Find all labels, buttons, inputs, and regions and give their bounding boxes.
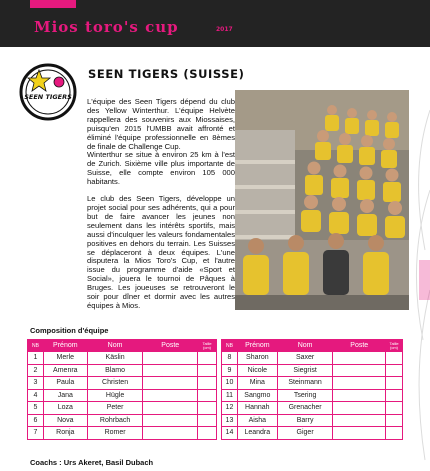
paragraph-2: Winterthur se situe à environ 25 km à l'est de Zurich. Sixième ville plus importante de Suisse, elle compte environ 105 000 habitants.	[87, 150, 235, 187]
table-row	[222, 414, 403, 427]
roster-table-right	[221, 339, 403, 440]
nb-cell: 3	[28, 377, 44, 390]
poste-cell	[143, 364, 198, 377]
prenom-cell: Leandra	[237, 427, 277, 440]
header-bar	[0, 0, 430, 47]
table-row	[222, 352, 403, 365]
taille-cell	[198, 389, 217, 402]
header-nb: NB	[222, 340, 238, 352]
taille-cell	[386, 427, 403, 440]
taille-cell	[386, 377, 403, 390]
taille-cell	[386, 352, 403, 365]
header-poste: Poste	[333, 340, 386, 352]
nb-cell: 6	[28, 414, 44, 427]
prenom-cell: Nova	[43, 414, 87, 427]
table-row	[28, 402, 217, 415]
table-row	[222, 389, 403, 402]
prenom-cell: Hannah	[237, 402, 277, 415]
paragraph-3: Le club des Seen Tigers, développe un projet social pour ses adhérents, qui a pour but de faire avancer les jeunes non seulement dans les intérêts sportifs, mais aussi d'inculquer les valeurs fondamentales positives en dehors du terrain. Les Suisses se déplaceront à deux équipes. L'une disputera la Mios Toro's Cup, et l'autre issue du programme d'aide «Sport et Social», jouera le tournoi de Pâques à Bruges. Les joueuses se retrouveront le soir pour dîner et dormir avec les autres équipes à Mios.	[87, 194, 235, 310]
table-row	[28, 427, 217, 440]
nom-cell: Christen	[87, 377, 143, 390]
table-row	[28, 352, 217, 365]
taille-cell	[198, 352, 217, 365]
nom-cell: Tsering	[277, 389, 333, 402]
header-prenom: Prénom	[237, 340, 277, 352]
nom-cell: Barry	[277, 414, 333, 427]
event-year: 2017	[216, 26, 233, 33]
prenom-cell: Aisha	[237, 414, 277, 427]
header-nom: Nom	[87, 340, 143, 352]
poste-cell	[143, 402, 198, 415]
nom-cell: Hügle	[87, 389, 143, 402]
table-row	[28, 414, 217, 427]
nom-cell: Käslin	[87, 352, 143, 365]
nb-cell: 10	[222, 377, 238, 390]
header-nb: NB	[28, 340, 44, 352]
table-row	[222, 402, 403, 415]
nom-cell: Rohrbach	[87, 414, 143, 427]
team-photo	[235, 90, 409, 310]
poste-cell	[333, 364, 386, 377]
event-title: Mios toro's cup	[34, 18, 179, 36]
header-taille: Taille (cm)	[198, 340, 217, 352]
prenom-cell: Jana	[43, 389, 87, 402]
nb-cell: 12	[222, 402, 238, 415]
prenom-cell: Amenra	[43, 364, 87, 377]
nb-cell: 2	[28, 364, 44, 377]
table-row	[222, 364, 403, 377]
coaches-line: Coachs : Urs Akeret, Basil Dubach	[30, 458, 154, 467]
taille-cell	[198, 377, 217, 390]
poste-cell	[143, 414, 198, 427]
poste-cell	[333, 389, 386, 402]
prenom-cell: Mina	[237, 377, 277, 390]
nom-cell: Blamo	[87, 364, 143, 377]
nom-cell: Romer	[87, 427, 143, 440]
poste-cell	[143, 352, 198, 365]
header-prenom: Prénom	[43, 340, 87, 352]
prenom-cell: Merle	[43, 352, 87, 365]
nb-cell: 4	[28, 389, 44, 402]
nb-cell: 1	[28, 352, 44, 365]
table-row	[222, 377, 403, 390]
ball-icon	[54, 77, 64, 87]
nb-cell: 8	[222, 352, 238, 365]
table-row	[28, 389, 217, 402]
table-row	[222, 427, 403, 440]
nb-cell: 11	[222, 389, 238, 402]
header-taille: Taille (cm)	[386, 340, 403, 352]
taille-cell	[198, 414, 217, 427]
header-accent	[30, 0, 76, 8]
header-poste: Poste	[143, 340, 198, 352]
prenom-cell: Sharon	[237, 352, 277, 365]
nb-cell: 9	[222, 364, 238, 377]
nb-cell: 13	[222, 414, 238, 427]
taille-cell	[198, 427, 217, 440]
poste-cell	[333, 427, 386, 440]
roster-table-left	[27, 339, 217, 440]
nom-cell: Peter	[87, 402, 143, 415]
taille-cell	[386, 364, 403, 377]
poste-cell	[143, 389, 198, 402]
poste-cell	[333, 352, 386, 365]
table-row	[28, 377, 217, 390]
poste-cell	[333, 402, 386, 415]
article-text	[87, 98, 235, 319]
nom-cell: Grenacher	[277, 402, 333, 415]
taille-cell	[386, 414, 403, 427]
taille-cell	[386, 389, 403, 402]
nom-cell: Saxer	[277, 352, 333, 365]
taille-cell	[198, 364, 217, 377]
composition-label: Composition d'équipe	[30, 326, 109, 335]
taille-cell	[386, 402, 403, 415]
nom-cell: Siegrist	[277, 364, 333, 377]
nom-cell: Giger	[277, 427, 333, 440]
paragraph-1: L'équipe des Seen Tigers dépend du club des Yellow Winterthur. L'équipe Helvète rappellera des souvenirs aux Miossaises, puisqu'en 2015 l'UMBB avait affronté et éliminé l'équipe professionnelle en 8èmes de finale de Challenge Cup.	[87, 97, 235, 151]
prenom-cell: Nicole	[237, 364, 277, 377]
taille-cell	[198, 402, 217, 415]
header-nom: Nom	[277, 340, 333, 352]
poste-cell	[333, 414, 386, 427]
prenom-cell: Sangmo	[237, 389, 277, 402]
logo-text: SEEN TIGERS	[24, 93, 72, 101]
poste-cell	[333, 377, 386, 390]
nb-cell: 14	[222, 427, 238, 440]
prenom-cell: Ronja	[43, 427, 87, 440]
nb-cell: 7	[28, 427, 44, 440]
prenom-cell: Paula	[43, 377, 87, 390]
poste-cell	[143, 377, 198, 390]
prenom-cell: Loza	[43, 402, 87, 415]
table-row	[28, 364, 217, 377]
seen-tigers-logo	[19, 63, 77, 121]
poste-cell	[143, 427, 198, 440]
decorative-lines	[405, 90, 430, 471]
team-title: SEEN TIGERS (SUISSE)	[88, 67, 245, 81]
nb-cell: 5	[28, 402, 44, 415]
nom-cell: Steinmann	[277, 377, 333, 390]
